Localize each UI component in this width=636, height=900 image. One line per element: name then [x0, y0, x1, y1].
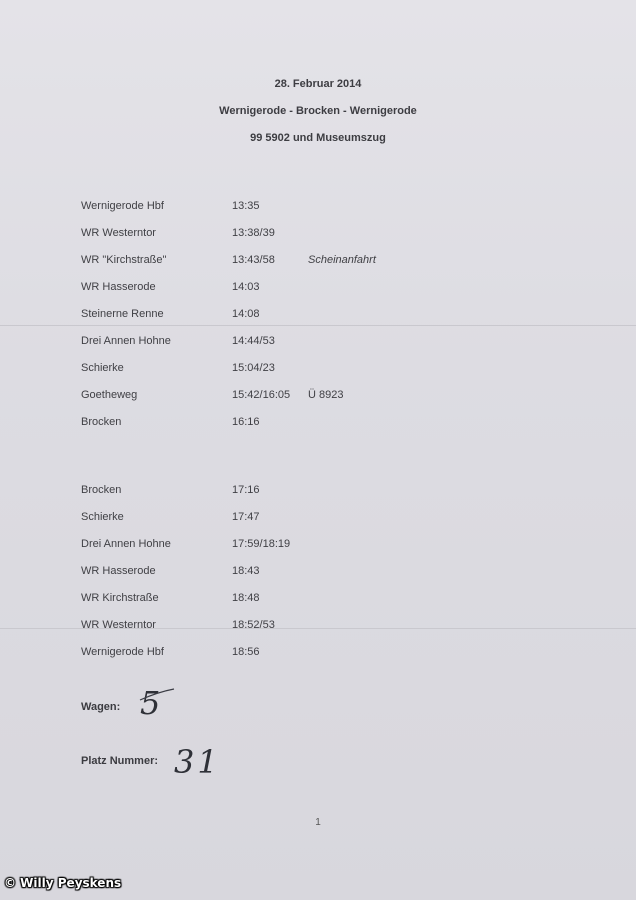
station-time: 15:04/23 [232, 362, 275, 374]
station-time: 15:42/16:05 [232, 389, 291, 401]
platz-label: Platz Nummer: [81, 755, 159, 767]
station-time: 16:16 [232, 416, 260, 428]
station-time: 13:35 [232, 200, 260, 212]
station-name: WR Kirchstraße [81, 592, 159, 604]
station-time: 14:03 [232, 281, 260, 293]
header-route: Wernigerode - Brocken - Wernigerode [219, 105, 417, 117]
station-name: Drei Annen Hohne [81, 335, 171, 347]
station-time: 14:08 [232, 308, 260, 320]
station-name: WR "Kirchstraße" [81, 254, 167, 266]
station-time: 14:44/53 [232, 335, 275, 347]
station-time: 18:52/53 [232, 619, 275, 631]
station-name: Brocken [81, 416, 122, 428]
station-note: Ü 8923 [308, 389, 344, 401]
station-note: Scheinanfahrt [308, 254, 376, 266]
station-time: 18:48 [232, 592, 260, 604]
station-name: WR Westerntor [81, 227, 156, 239]
station-time: 13:38/39 [232, 227, 275, 239]
station-time: 17:59/18:19 [232, 538, 291, 550]
copyright-watermark: © Willy Peyskens [4, 876, 122, 890]
station-name: WR Hasserode [81, 565, 156, 577]
station-name: Goetheweg [81, 389, 138, 401]
header-date: 28. Februar 2014 [274, 78, 362, 90]
station-time: 18:56 [232, 646, 260, 658]
station-name: WR Hasserode [81, 281, 156, 293]
header-train: 99 5902 und Museumszug [250, 132, 386, 144]
station-name: Schierke [81, 511, 124, 523]
station-name: Wernigerode Hbf [81, 200, 164, 212]
page-number: 1 [315, 817, 321, 828]
platz-number: 31 [174, 743, 221, 781]
wagen-label: Wagen: [81, 701, 121, 713]
station-name: Schierke [81, 362, 124, 374]
station-name: Steinerne Renne [81, 308, 164, 320]
station-time: 17:16 [232, 484, 260, 496]
station-name: Brocken [81, 484, 122, 496]
station-time: 17:47 [232, 511, 260, 523]
station-time: 18:43 [232, 565, 260, 577]
station-name: WR Westerntor [81, 619, 156, 631]
handwritten-stroke [78, 688, 178, 702]
station-name: Wernigerode Hbf [81, 646, 164, 658]
wagen-number: 5 [140, 684, 161, 722]
station-time: 13:43/58 [232, 254, 275, 266]
fold-line [0, 325, 636, 326]
station-name: Drei Annen Hohne [81, 538, 171, 550]
